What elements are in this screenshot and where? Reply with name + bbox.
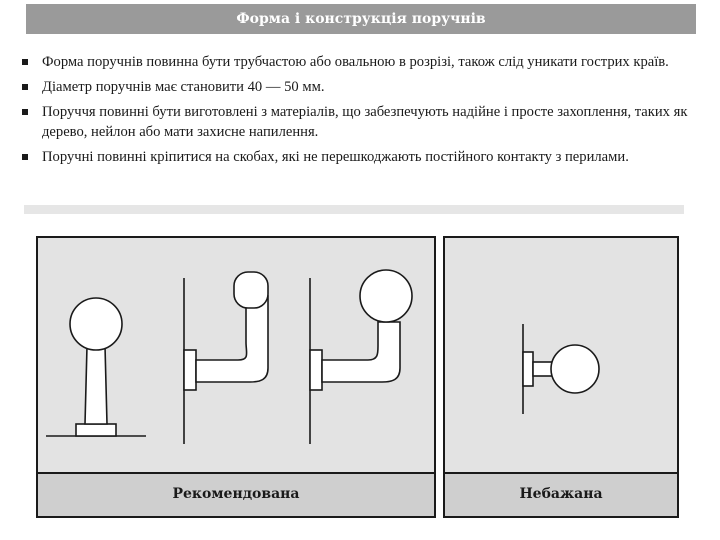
rail-section — [70, 298, 122, 350]
curved-arm — [322, 322, 400, 382]
undesirable-handrail-drawing — [445, 238, 679, 478]
handrail-wall-curved-illustration — [310, 270, 412, 444]
recommended-caption: Рекомендована — [38, 472, 434, 516]
undesirable-caption: Небажана — [445, 472, 677, 516]
handrail-wall-bent-illustration — [184, 272, 268, 444]
support-post — [85, 346, 107, 424]
wall-bracket — [523, 352, 533, 386]
handrail-pedestal-illustration — [46, 298, 146, 436]
bent-arm — [196, 296, 268, 382]
bullet-mounting: Поручні повинні кріпитися на скобах, які не перешкоджають постійного контакту з перилами. — [22, 147, 712, 167]
handrail-short-bracket-illustration — [523, 324, 599, 414]
undesirable-panel — [443, 236, 679, 518]
rail-section — [360, 270, 412, 322]
rail-top — [234, 272, 268, 308]
wall-bracket — [310, 350, 322, 390]
recommended-panel — [36, 236, 436, 518]
bullet-material: Поруччя повинні бути виготовлені з матеріалів, що забезпечують надійне і просте захоплення, таких як дерево, нейлон або мати захисне напилення. — [22, 102, 712, 142]
divider-band — [24, 205, 684, 214]
recommended-handrails-drawing — [38, 238, 436, 478]
slide-title: Форма і конструкція поручнів — [26, 4, 696, 34]
wall-bracket — [184, 350, 196, 390]
base-plate — [76, 424, 116, 436]
bullet-diameter: Діаметр поручнів має становити 40 — 50 мм. — [22, 77, 712, 97]
rail-section — [551, 345, 599, 393]
bullet-shape: Форма поручнів повинна бути трубчастою або овальною в розрізі, також слід уникати гострих країв. — [22, 52, 712, 72]
requirements-list — [22, 52, 712, 172]
